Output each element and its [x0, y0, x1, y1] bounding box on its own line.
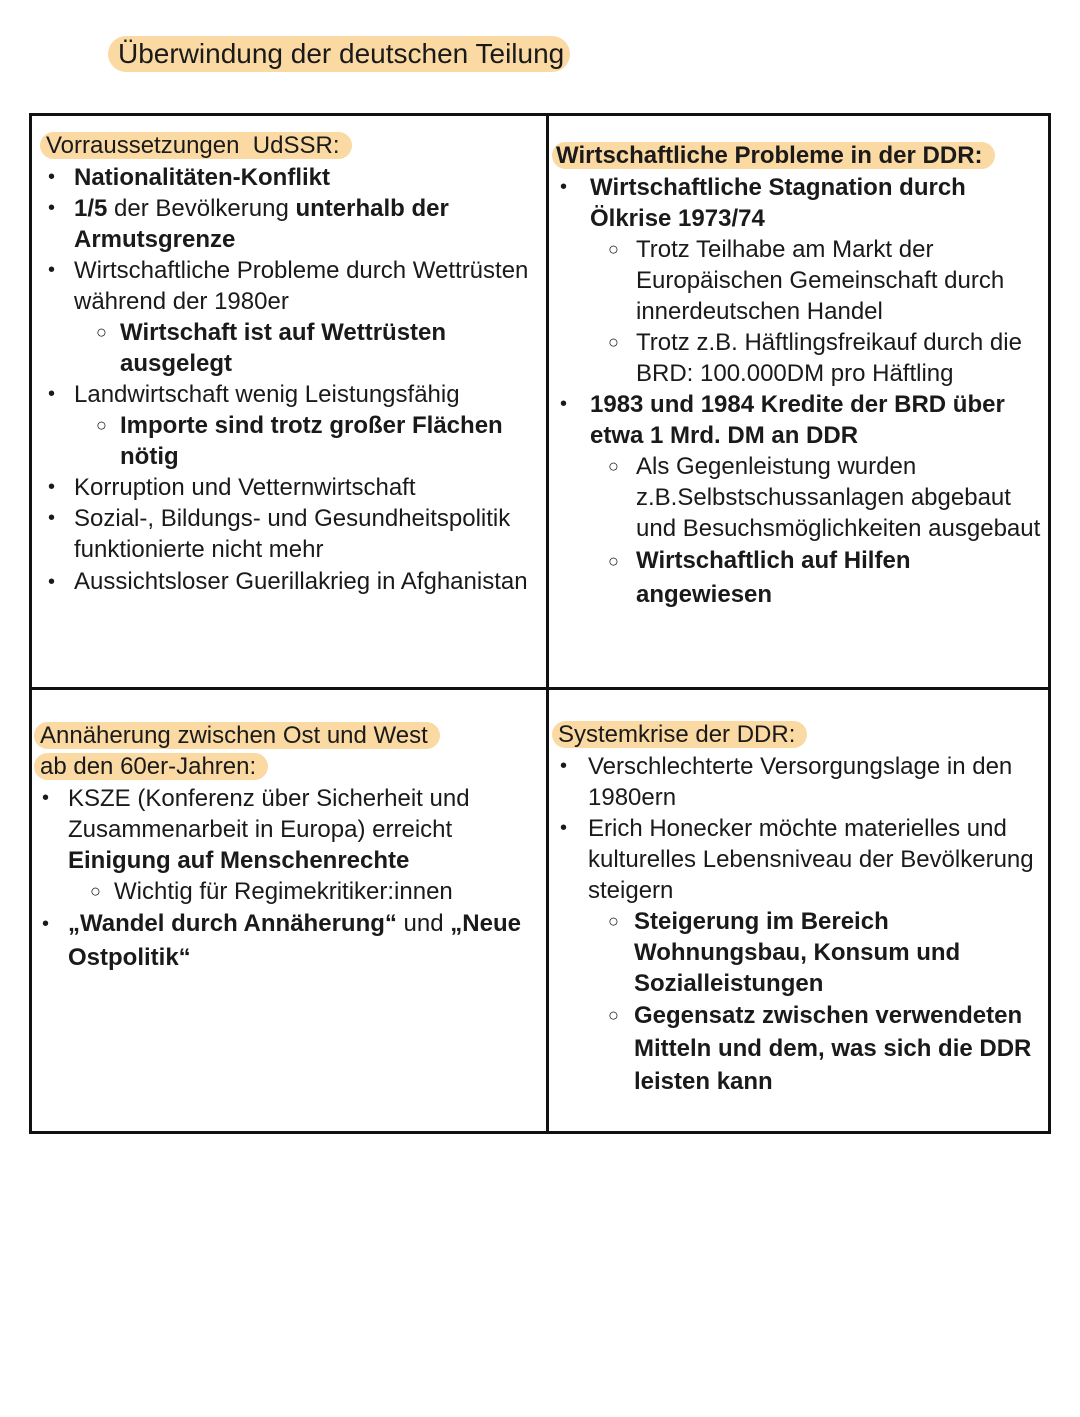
quadrant-heading: Vorraussetzungen UdSSR:: [40, 132, 352, 159]
quadrant-annaeherung: [34, 720, 538, 975]
sub-list-item: ○ Als Gegenleistung wurden z.B.Selbstschussanlagen abgebaut und Besuchsmöglichkeiten ausgebaut: [552, 451, 1048, 544]
list-item: • Sozial-, Bildungs- und Gesundheitspolitik funktionierte nicht mehr: [40, 503, 538, 565]
page-title: Überwindung der deutschen Teilung: [108, 36, 570, 72]
sub-list-item: ○ Importe sind trotz großer Flächen nötig: [40, 410, 538, 472]
list-item: • Erich Honecker möchte materielles und kulturelles Lebensniveau der Bevölkerung steigern: [552, 813, 1048, 906]
list-item: • Wirtschaftliche Probleme durch Wettrüsten während der 1980er: [40, 255, 538, 317]
list-item: • Nationalitäten-Konflikt: [40, 162, 538, 193]
list-item: • Landwirtschaft wenig Leistungsfähig: [40, 379, 538, 410]
quadrant-systemkrise: [552, 719, 1048, 1098]
quadrant-heading-line-1: Annäherung zwischen Ost und West: [34, 722, 440, 749]
bullet-list: [40, 162, 538, 599]
quadrant-heading: Systemkrise der DDR:: [552, 721, 807, 748]
sub-list-item: ○ Trotz Teilhabe am Markt der Europäischen Gemeinschaft durch innerdeutschen Handel: [552, 234, 1048, 327]
grid-divider-horizontal: [32, 687, 1048, 690]
list-item: • Wirtschaftliche Stagnation durch Ölkrise 1973/74: [552, 172, 1048, 234]
overview-grid: [29, 113, 1051, 1134]
sub-list-item: ○ Gegensatz zwischen verwendeten Mitteln und dem, was sich die DDR leisten kann: [552, 999, 1048, 1098]
list-item: • Verschlechterte Versorgungslage in den 1980ern: [552, 751, 1048, 813]
quadrant-heading: Wirtschaftliche Probleme in der DDR:: [552, 142, 995, 169]
bullet-list: [34, 783, 538, 975]
list-item: • 1983 und 1984 Kredite der BRD über etwa 1 Mrd. DM an DDR: [552, 389, 1048, 451]
quadrant-ddr-wirtschaft: [552, 140, 1048, 612]
list-item: • Korruption und Vetternwirtschaft: [40, 472, 538, 503]
list-item: • 1/5 der Bevölkerung unterhalb der Armutsgrenze: [40, 193, 538, 255]
quadrant-udssr: [40, 130, 538, 599]
bullet-list: [552, 751, 1048, 1098]
list-item: • Aussichtsloser Guerillakrieg in Afghanistan: [40, 565, 538, 599]
sub-list-item: ○ Steigerung im Bereich Wohnungsbau, Konsum und Sozialleistungen: [552, 906, 1048, 999]
grid-divider-vertical: [546, 116, 549, 1131]
sub-list-item: ○ Wirtschaftlich auf Hilfen angewiesen: [552, 544, 1048, 612]
bullet-list: [552, 172, 1048, 612]
sub-list-item: ○ Wirtschaft ist auf Wettrüsten ausgelegt: [40, 317, 538, 379]
list-item: • „Wandel durch Annäherung“ und „Neue Ostpolitik“: [34, 907, 538, 975]
list-item: • KSZE (Konferenz über Sicherheit und Zusammenarbeit in Europa) erreicht Einigung auf Menschenrechte: [34, 783, 538, 876]
sub-list-item: ○ Trotz z.B. Häftlingsfreikauf durch die BRD: 100.000DM pro Häftling: [552, 327, 1048, 389]
sub-list-item: ○ Wichtig für Regimekritiker:innen: [34, 876, 538, 907]
quadrant-heading-line-2: ab den 60er-Jahren:: [34, 753, 268, 780]
